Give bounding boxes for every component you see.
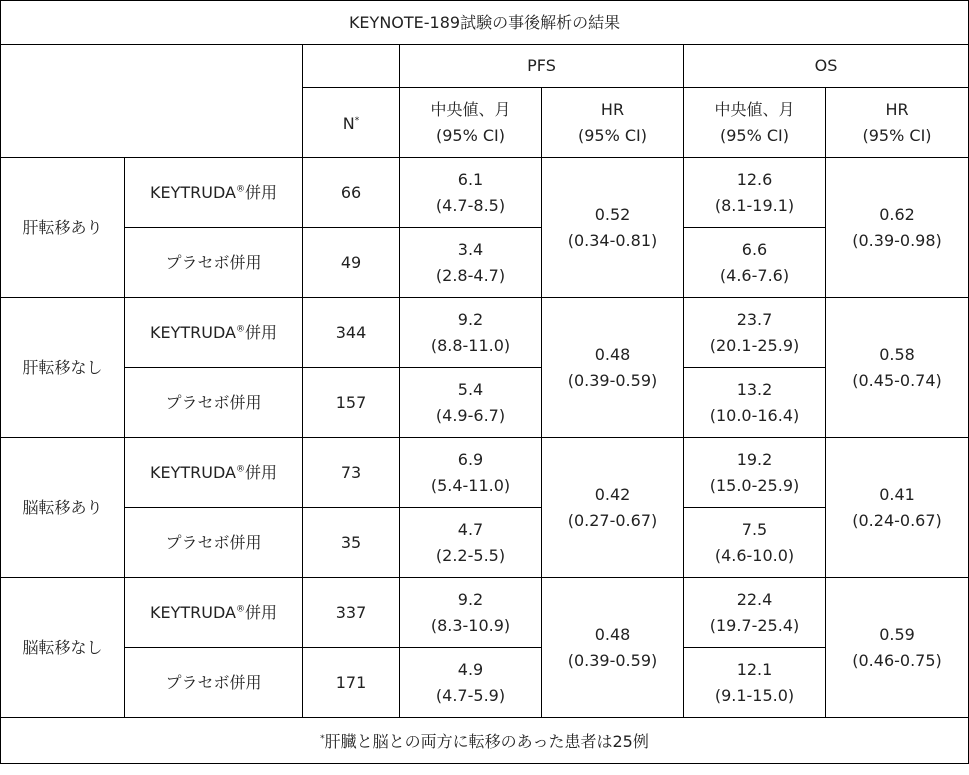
median-ci: (20.1-25.9): [709, 335, 800, 355]
footnote-text: 肝臓と脳との両方に転移のあった患者は25例: [324, 732, 649, 751]
registered-mark: ®: [235, 604, 245, 615]
median-ci: (4.9-6.7): [435, 405, 506, 425]
header-median-line1: 中央値、月: [714, 99, 795, 119]
hr-ci: (0.45-0.74): [852, 370, 942, 390]
hr-value: 0.42: [594, 484, 631, 504]
median-value: 6.1: [457, 169, 484, 189]
hr-ci: (0.39-0.59): [567, 370, 658, 390]
median-value: 12.1: [736, 659, 773, 679]
group-label: 脳転移あり: [1, 438, 125, 578]
pfs-median: [400, 648, 542, 718]
footnote-mark: *: [320, 734, 325, 744]
pfs-median: [400, 508, 542, 578]
median-value: 13.2: [736, 379, 773, 399]
n-value: 49: [303, 228, 400, 298]
median-ci: (5.4-11.0): [430, 475, 511, 495]
table-row: [1, 648, 969, 718]
median-value: 23.7: [736, 309, 773, 329]
header-pfs-hr: [542, 88, 684, 158]
treatment-keytruda: [125, 158, 303, 228]
median-ci: (4.7-5.9): [435, 685, 506, 705]
hr-value: 0.41: [879, 484, 915, 504]
table-row: [1, 298, 969, 368]
treatment-suffix: 併用: [244, 602, 277, 622]
footnote: [1, 718, 969, 764]
header-pfs: PFS: [400, 45, 684, 88]
hr-value: 0.48: [594, 624, 631, 644]
header-os-median: [684, 88, 826, 158]
median-ci: (8.1-19.1): [714, 195, 795, 215]
os-median: [684, 648, 826, 718]
table-title: KEYNOTE-189試験の事後解析の結果: [1, 1, 969, 45]
os-median: [684, 508, 826, 578]
treatment-placebo: プラセボ併用: [125, 648, 303, 718]
n-value: 35: [303, 508, 400, 578]
pfs-median: [400, 228, 542, 298]
header-blank: [1, 45, 303, 158]
header-hr-line2: (95% CI): [577, 125, 648, 145]
n-value: 337: [303, 578, 400, 648]
n-value: 171: [303, 648, 400, 718]
median-value: 22.4: [736, 589, 773, 609]
registered-mark: ®: [235, 464, 245, 475]
hr-ci: (0.34-0.81): [567, 230, 658, 250]
treatment-name: KEYTRUDA: [150, 602, 236, 622]
hr-ci: (0.24-0.67): [852, 510, 942, 530]
header-os-hr: [826, 88, 969, 158]
header-n: [303, 88, 400, 158]
hr-value: 0.62: [879, 204, 915, 224]
median-ci: (4.6-7.6): [719, 265, 790, 285]
n-value: 73: [303, 438, 400, 508]
pfs-median: [400, 578, 542, 648]
median-ci: (10.0-16.4): [709, 405, 800, 425]
os-hr: [826, 158, 969, 298]
pfs-median: [400, 438, 542, 508]
median-value: 4.7: [457, 519, 484, 539]
hr-ci: (0.39-0.98): [852, 230, 942, 250]
median-value: 7.5: [741, 519, 768, 539]
treatment-suffix: 併用: [244, 462, 277, 482]
median-value: 19.2: [736, 449, 773, 469]
registered-mark: ®: [235, 324, 245, 335]
hr-ci: (0.27-0.67): [567, 510, 658, 530]
treatment-suffix: 併用: [244, 322, 277, 342]
hr-ci: (0.39-0.59): [567, 650, 658, 670]
median-value: 5.4: [457, 379, 484, 399]
os-median: [684, 368, 826, 438]
pfs-hr: [542, 438, 684, 578]
pfs-median: [400, 298, 542, 368]
table-row: [1, 438, 969, 508]
treatment-keytruda: [125, 438, 303, 508]
treatment-placebo: プラセボ併用: [125, 368, 303, 438]
median-ci: (2.2-5.5): [435, 545, 506, 565]
os-median: [684, 438, 826, 508]
hr-value: 0.48: [594, 344, 631, 364]
pfs-hr: [542, 298, 684, 438]
median-value: 9.2: [457, 309, 484, 329]
median-value: 12.6: [736, 169, 773, 189]
median-value: 4.9: [457, 659, 484, 679]
header-hr-line2: (95% CI): [862, 125, 932, 145]
registered-mark: ®: [235, 184, 245, 195]
table-row: [1, 578, 969, 648]
median-ci: (4.6-10.0): [714, 545, 795, 565]
table-row: [1, 508, 969, 578]
median-ci: (2.8-4.7): [435, 265, 506, 285]
treatment-name: KEYTRUDA: [150, 462, 236, 482]
pfs-median: [400, 158, 542, 228]
treatment-suffix: 併用: [244, 182, 277, 202]
os-hr: [826, 578, 969, 718]
header-median-line1: 中央値、月: [430, 99, 511, 119]
header-os: OS: [684, 45, 969, 88]
table-row: [1, 368, 969, 438]
header-blank-n: [303, 45, 400, 88]
n-value: 157: [303, 368, 400, 438]
median-ci: (4.7-8.5): [435, 195, 506, 215]
pfs-median: [400, 368, 542, 438]
treatment-keytruda: [125, 578, 303, 648]
treatment-placebo: プラセボ併用: [125, 228, 303, 298]
median-ci: (15.0-25.9): [709, 475, 800, 495]
pfs-hr: [542, 578, 684, 718]
header-hr-line1: HR: [600, 99, 625, 119]
header-pfs-median: [400, 88, 542, 158]
hr-ci: (0.46-0.75): [852, 650, 942, 670]
median-value: 6.6: [741, 239, 768, 259]
hr-value: 0.59: [879, 624, 915, 644]
hr-value: 0.52: [594, 204, 631, 224]
header-median-line2: (95% CI): [719, 125, 790, 145]
header-n-mark: *: [354, 116, 360, 126]
group-label: 肝転移あり: [1, 158, 125, 298]
os-median: [684, 578, 826, 648]
median-value: 3.4: [457, 239, 484, 259]
pfs-hr: [542, 158, 684, 298]
hr-value: 0.58: [879, 344, 915, 364]
os-median: [684, 228, 826, 298]
header-median-line2: (95% CI): [435, 125, 506, 145]
median-ci: (9.1-15.0): [714, 685, 795, 705]
median-ci: (8.8-11.0): [430, 335, 511, 355]
os-median: [684, 158, 826, 228]
os-median: [684, 298, 826, 368]
n-value: 66: [303, 158, 400, 228]
group-label: 肝転移なし: [1, 298, 125, 438]
treatment-name: KEYTRUDA: [150, 322, 236, 342]
table-row: [1, 158, 969, 228]
median-value: 9.2: [457, 589, 484, 609]
header-n-label: N: [342, 114, 355, 133]
table-row: [1, 228, 969, 298]
treatment-name: KEYTRUDA: [150, 182, 236, 202]
os-hr: [826, 298, 969, 438]
treatment-keytruda: [125, 298, 303, 368]
median-ci: (8.3-10.9): [430, 615, 511, 635]
os-hr: [826, 438, 969, 578]
n-value: 344: [303, 298, 400, 368]
group-label: 脳転移なし: [1, 578, 125, 718]
median-ci: (19.7-25.4): [709, 615, 800, 635]
treatment-placebo: プラセボ併用: [125, 508, 303, 578]
header-hr-line1: HR: [885, 99, 909, 119]
median-value: 6.9: [457, 449, 484, 469]
